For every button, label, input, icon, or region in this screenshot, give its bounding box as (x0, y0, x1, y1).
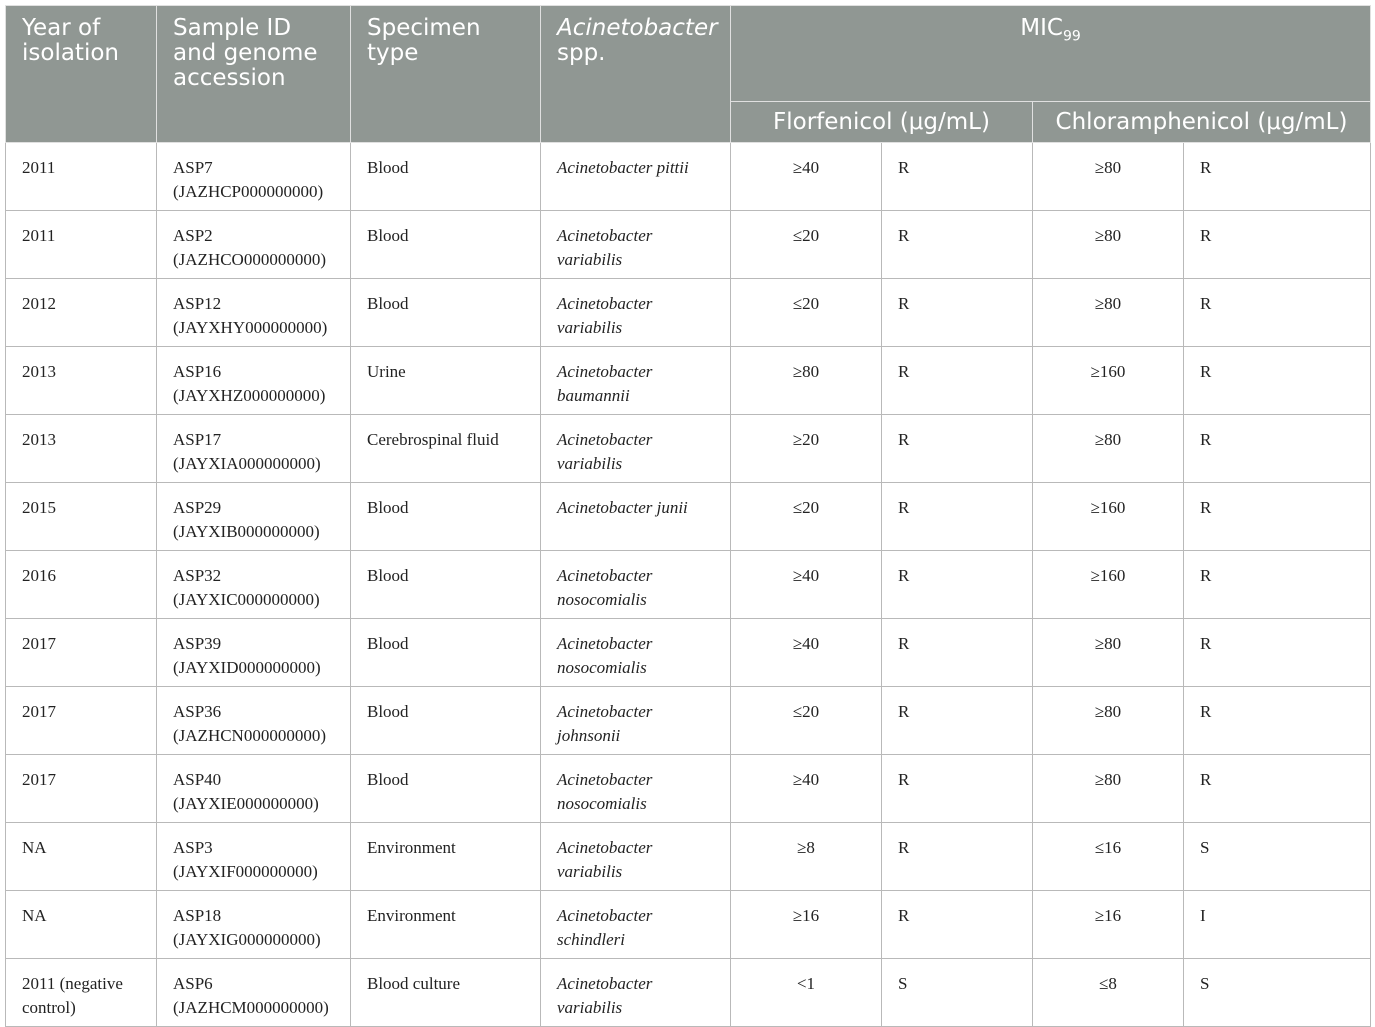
cell-specimen: Blood culture (351, 959, 541, 1027)
genome-accession: (JAYXIC000000000) (173, 590, 320, 609)
cell-year: 2015 (6, 483, 157, 551)
cell-specimen: Blood (351, 483, 541, 551)
cell-species: Acinetobacter variabilis (541, 279, 731, 347)
genome-accession: (JAYXIE000000000) (173, 794, 319, 813)
genome-accession: (JAYXIG000000000) (173, 930, 321, 949)
cell-florfenicol-interpretation: R (882, 279, 1033, 347)
cell-chloramphenicol-interpretation: R (1184, 211, 1371, 279)
table-row (6, 959, 1371, 1027)
cell-year: 2011 (6, 143, 157, 211)
cell-chloramphenicol-interpretation: R (1184, 619, 1371, 687)
cell-florfenicol-mic: ≤20 (731, 483, 882, 551)
cell-florfenicol-interpretation: R (882, 483, 1033, 551)
genome-accession: (JAYXID000000000) (173, 658, 321, 677)
cell-chloramphenicol-mic: ≥80 (1033, 619, 1184, 687)
cell-species: Acinetobacter variabilis (541, 823, 731, 891)
cell-florfenicol-interpretation: R (882, 551, 1033, 619)
cell-sample-id (157, 755, 351, 823)
sample-id: ASP36 (173, 702, 222, 721)
cell-chloramphenicol-mic: ≥160 (1033, 483, 1184, 551)
table-row (6, 551, 1371, 619)
cell-florfenicol-interpretation: R (882, 891, 1033, 959)
cell-chloramphenicol-interpretation: R (1184, 347, 1371, 415)
cell-year: 2017 (6, 755, 157, 823)
cell-specimen: Blood (351, 279, 541, 347)
sample-id: ASP18 (173, 906, 222, 925)
cell-species: Acinetobacter baumannii (541, 347, 731, 415)
cell-specimen: Urine (351, 347, 541, 415)
sample-id: ASP17 (173, 430, 222, 449)
genome-accession: (JAYXIF000000000) (173, 862, 318, 881)
sample-id: ASP6 (173, 974, 213, 993)
genome-accession: (JAYXHZ000000000) (173, 386, 326, 405)
genome-accession: (JAZHCM000000000) (173, 998, 329, 1017)
cell-specimen: Blood (351, 143, 541, 211)
cell-chloramphenicol-interpretation: R (1184, 415, 1371, 483)
table-row (6, 347, 1371, 415)
table-row (6, 483, 1371, 551)
cell-chloramphenicol-mic: ≥80 (1033, 687, 1184, 755)
cell-chloramphenicol-mic: ≥80 (1033, 279, 1184, 347)
cell-year: 2011 (negative control) (6, 959, 157, 1027)
cell-florfenicol-mic: ≤20 (731, 211, 882, 279)
table-body (6, 143, 1371, 1027)
cell-florfenicol-mic: ≥40 (731, 619, 882, 687)
cell-species: Acinetobacter nosocomialis (541, 551, 731, 619)
cell-chloramphenicol-mic: ≤8 (1033, 959, 1184, 1027)
table-row (6, 415, 1371, 483)
cell-year: 2012 (6, 279, 157, 347)
cell-florfenicol-interpretation: R (882, 211, 1033, 279)
cell-chloramphenicol-mic: ≥80 (1033, 415, 1184, 483)
cell-florfenicol-mic: ≤20 (731, 279, 882, 347)
sample-id: ASP32 (173, 566, 222, 585)
cell-year: NA (6, 823, 157, 891)
cell-specimen: Blood (351, 211, 541, 279)
cell-chloramphenicol-interpretation: I (1184, 891, 1371, 959)
cell-florfenicol-interpretation: R (882, 347, 1033, 415)
sample-id: ASP39 (173, 634, 222, 653)
sample-id: ASP2 (173, 226, 213, 245)
sample-id: ASP7 (173, 158, 213, 177)
cell-sample-id (157, 279, 351, 347)
cell-sample-id (157, 347, 351, 415)
cell-year: 2013 (6, 415, 157, 483)
header-year: Year of isolation (6, 6, 157, 143)
cell-year: NA (6, 891, 157, 959)
cell-sample-id (157, 959, 351, 1027)
genome-accession: (JAYXIB000000000) (173, 522, 320, 541)
cell-chloramphenicol-interpretation: R (1184, 687, 1371, 755)
cell-chloramphenicol-mic: ≥160 (1033, 551, 1184, 619)
table-row (6, 755, 1371, 823)
cell-florfenicol-interpretation: S (882, 959, 1033, 1027)
table-row (6, 143, 1371, 211)
cell-chloramphenicol-interpretation: S (1184, 959, 1371, 1027)
cell-florfenicol-interpretation: R (882, 415, 1033, 483)
table-row (6, 619, 1371, 687)
genome-accession: (JAZHCN000000000) (173, 726, 326, 745)
table-row (6, 687, 1371, 755)
cell-specimen: Blood (351, 687, 541, 755)
cell-chloramphenicol-interpretation: R (1184, 551, 1371, 619)
header-specimen-type: Specimen type (351, 6, 541, 143)
cell-species: Acinetobacter pittii (541, 143, 731, 211)
cell-florfenicol-mic: ≥20 (731, 415, 882, 483)
cell-chloramphenicol-interpretation: S (1184, 823, 1371, 891)
table-row (6, 211, 1371, 279)
cell-florfenicol-interpretation: R (882, 143, 1033, 211)
genome-accession: (JAYXIA000000000) (173, 454, 321, 473)
cell-chloramphenicol-mic: ≥16 (1033, 891, 1184, 959)
cell-chloramphenicol-mic: ≤16 (1033, 823, 1184, 891)
cell-species: Acinetobacter nosocomialis (541, 755, 731, 823)
cell-year: 2011 (6, 211, 157, 279)
header-species: Acinetobacter spp. (541, 6, 731, 143)
table-row (6, 891, 1371, 959)
cell-florfenicol-interpretation: R (882, 619, 1033, 687)
cell-florfenicol-mic: ≥40 (731, 755, 882, 823)
cell-chloramphenicol-interpretation: R (1184, 143, 1371, 211)
cell-year: 2016 (6, 551, 157, 619)
cell-species: Acinetobacter nosocomialis (541, 619, 731, 687)
cell-sample-id (157, 823, 351, 891)
cell-year: 2017 (6, 687, 157, 755)
cell-florfenicol-mic: ≥40 (731, 551, 882, 619)
cell-florfenicol-mic: ≥40 (731, 143, 882, 211)
header-chloramphenicol: Chloramphenicol (μg/mL) (1033, 102, 1371, 143)
header-sample-id: Sample ID and genome accession (157, 6, 351, 143)
cell-species: Acinetobacter johnsonii (541, 687, 731, 755)
cell-specimen: Cerebrospinal fluid (351, 415, 541, 483)
cell-sample-id (157, 211, 351, 279)
cell-specimen: Blood (351, 755, 541, 823)
cell-florfenicol-mic: ≤20 (731, 687, 882, 755)
cell-species: Acinetobacter variabilis (541, 415, 731, 483)
cell-specimen: Environment (351, 823, 541, 891)
cell-sample-id (157, 619, 351, 687)
cell-species: Acinetobacter junii (541, 483, 731, 551)
cell-florfenicol-mic: ≥80 (731, 347, 882, 415)
mic-table (5, 5, 1371, 1027)
header-florfenicol: Florfenicol (μg/mL) (731, 102, 1033, 143)
cell-chloramphenicol-mic: ≥80 (1033, 211, 1184, 279)
cell-sample-id (157, 143, 351, 211)
cell-florfenicol-interpretation: R (882, 755, 1033, 823)
cell-florfenicol-interpretation: R (882, 823, 1033, 891)
sample-id: ASP40 (173, 770, 222, 789)
cell-year: 2013 (6, 347, 157, 415)
cell-chloramphenicol-mic: ≥160 (1033, 347, 1184, 415)
table-row (6, 279, 1371, 347)
header-mic: $MIC_{99}$ (731, 6, 1371, 102)
cell-florfenicol-interpretation: R (882, 687, 1033, 755)
cell-sample-id (157, 483, 351, 551)
cell-florfenicol-mic: ≥16 (731, 891, 882, 959)
cell-species: Acinetobacter variabilis (541, 211, 731, 279)
cell-sample-id (157, 687, 351, 755)
sample-id: ASP16 (173, 362, 222, 381)
cell-florfenicol-mic: ≥8 (731, 823, 882, 891)
cell-specimen: Blood (351, 619, 541, 687)
cell-specimen: Blood (351, 551, 541, 619)
cell-species: Acinetobacter variabilis (541, 959, 731, 1027)
table-row (6, 823, 1371, 891)
cell-sample-id (157, 551, 351, 619)
cell-sample-id (157, 415, 351, 483)
cell-chloramphenicol-mic: ≥80 (1033, 755, 1184, 823)
cell-specimen: Environment (351, 891, 541, 959)
cell-chloramphenicol-interpretation: R (1184, 755, 1371, 823)
cell-species: Acinetobacter schindleri (541, 891, 731, 959)
sample-id: ASP12 (173, 294, 222, 313)
sample-id: ASP3 (173, 838, 213, 857)
genome-accession: (JAZHCO000000000) (173, 250, 326, 269)
genome-accession: (JAZHCP000000000) (173, 182, 324, 201)
sample-id: ASP29 (173, 498, 222, 517)
cell-chloramphenicol-interpretation: R (1184, 279, 1371, 347)
cell-chloramphenicol-mic: ≥80 (1033, 143, 1184, 211)
genome-accession: (JAYXHY000000000) (173, 318, 328, 337)
cell-florfenicol-mic: <1 (731, 959, 882, 1027)
cell-sample-id (157, 891, 351, 959)
cell-chloramphenicol-interpretation: R (1184, 483, 1371, 551)
cell-year: 2017 (6, 619, 157, 687)
